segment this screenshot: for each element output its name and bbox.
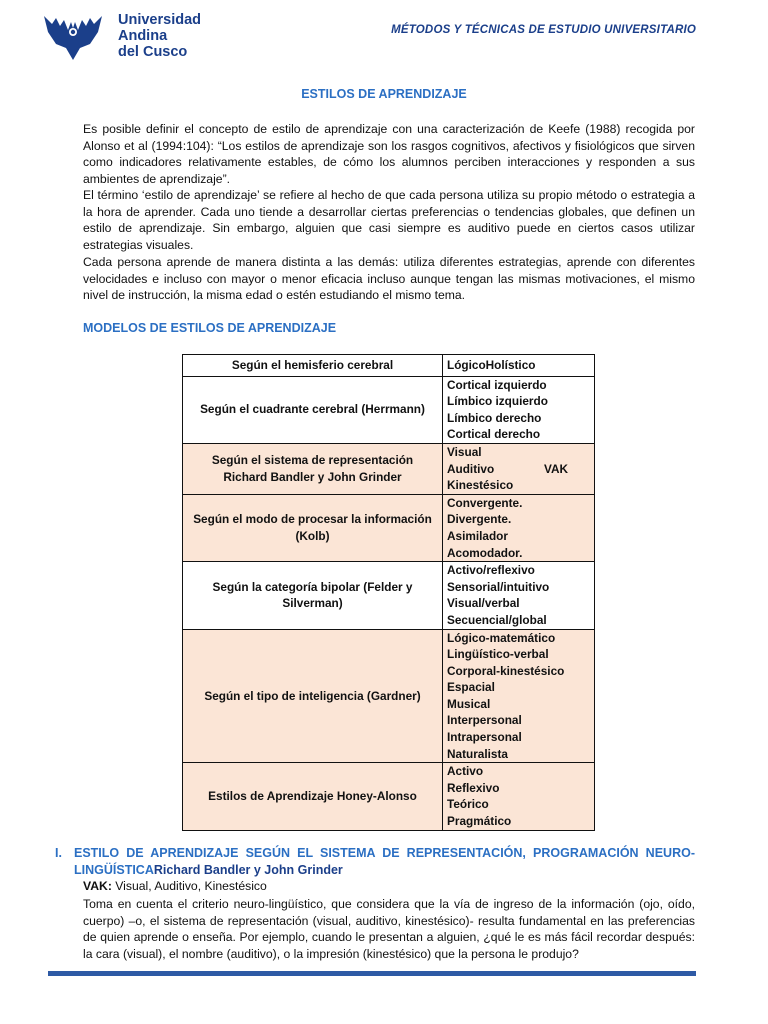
model-styles-cell bbox=[443, 562, 595, 629]
section-title: ESTILO DE APRENDIZAJE SEGÚN EL SISTEMA DE REPRESENTACIÓN, PROGRAMACIÓN NEURO-LINGÜÍSTICA bbox=[74, 846, 695, 877]
model-name-cell: Según el modo de procesar la información (Kolb) bbox=[183, 494, 443, 561]
model-styles-cell bbox=[443, 763, 595, 830]
course-header: MÉTODOS Y TÉCNICAS DE ESTUDIO UNIVERSITARIO bbox=[391, 24, 696, 36]
learning-models-table bbox=[182, 354, 595, 831]
model-styles-cell bbox=[443, 376, 595, 443]
intro-paragraph: Es posible definir el concepto de estilo de aprendizaje con una caracterización de Keefe (1988) recogida por Alonso et al (1994:104): “Los estilos de aprendizaje son los rasgos cognitivos, afectivos y fisiológicos que sirven como indicadores relativamente estables, de cómo los alumnos perciben interacciones y responden a sus ambientes de aprendizaje”. bbox=[83, 122, 695, 186]
vak-tag: VAK bbox=[543, 461, 568, 476]
style-item: Interpersonal bbox=[447, 713, 522, 728]
style-item: Cortical izquierdo bbox=[447, 377, 547, 392]
model-name-cell: Según la categoría bipolar (Felder y Silverman) bbox=[183, 562, 443, 629]
style-item: Límbico izquierdo bbox=[447, 394, 548, 409]
model-name-cell: Según el tipo de inteligencia (Gardner) bbox=[183, 629, 443, 763]
style-item: Secuencial/global bbox=[447, 612, 547, 627]
style-item: Asimilador bbox=[447, 528, 508, 543]
table-row bbox=[183, 376, 595, 443]
style-item: Espacial bbox=[447, 680, 495, 695]
style-item: Corporal-kinestésico bbox=[447, 663, 565, 678]
university-name-line: del Cusco bbox=[118, 44, 188, 60]
style-item: Naturalista bbox=[447, 746, 508, 761]
style-item: Acomodador. bbox=[447, 545, 523, 560]
model-name-cell: Estilos de Aprendizaje Honey-Alonso bbox=[183, 763, 443, 830]
vak-label: VAK: bbox=[83, 879, 112, 893]
style-item: Activo bbox=[447, 764, 484, 779]
style-item: Lógico-matemático bbox=[447, 630, 556, 645]
style-item: Cortical derecho bbox=[447, 427, 541, 442]
page-title: ESTILOS DE APRENDIZAJE bbox=[301, 87, 467, 101]
vak-definition bbox=[83, 879, 267, 893]
model-name-cell: Según el sistema de representación Richard Bandler y John Grinder bbox=[183, 443, 443, 494]
model-styles-cell bbox=[443, 443, 595, 494]
model-styles-cell bbox=[443, 355, 595, 377]
style-item: Auditivo bbox=[447, 461, 495, 476]
style-item: Musical bbox=[447, 696, 491, 711]
style-item: Límbico derecho bbox=[447, 410, 542, 425]
table-row bbox=[183, 562, 595, 629]
style-item: Sensorial/intuitivo bbox=[447, 579, 550, 594]
style-item: Reflexivo bbox=[447, 780, 500, 795]
university-name-line: Andina bbox=[118, 28, 168, 44]
style-item: LógicoHolístico bbox=[447, 358, 536, 372]
intro-paragraph: Cada persona aprende de manera distinta a las demás: utiliza diferentes estrategias, aprende con diferentes velocidades e incluso con mayor o menor eficacia incluso aunque tengan las mismas motivaciones, el mismo nivel de instrucción, la misma edad o estén estudiando el mismo tema. bbox=[83, 255, 695, 303]
table-row bbox=[183, 494, 595, 561]
style-item: Activo/reflexivo bbox=[447, 563, 535, 578]
style-item: Teórico bbox=[447, 797, 489, 812]
university-name bbox=[118, 12, 201, 60]
style-item: Convergente. bbox=[447, 495, 523, 510]
university-name-line: Universidad bbox=[118, 12, 201, 28]
section-title-text bbox=[55, 845, 695, 878]
table-row bbox=[183, 355, 595, 377]
condor-emblem-icon bbox=[42, 10, 104, 62]
style-item-with-tag bbox=[447, 461, 590, 478]
style-item: Lingüístico-verbal bbox=[447, 647, 549, 662]
model-name-cell: Según el cuadrante cerebral (Herrmann) bbox=[183, 376, 443, 443]
section-heading bbox=[55, 845, 695, 878]
table-row bbox=[183, 763, 595, 830]
style-item: Kinestésico bbox=[447, 478, 514, 493]
model-styles-cell bbox=[443, 494, 595, 561]
table-row bbox=[183, 629, 595, 763]
models-heading: MODELOS DE ESTILOS DE APRENDIZAJE bbox=[83, 321, 337, 335]
section-subtitle: Richard Bandler y John Grinder bbox=[153, 862, 343, 877]
intro-paragraph: El término ‘estilo de aprendizaje’ se refiere al hecho de que cada persona utiliza su propio método o estrategia a la hora de aprender. Cada uno tiende a desarrollar ciertas preferencias o tendencias globales, que definen un estilo de aprendizaje. Sin embargo, alguien que casi siempre es auditivo puede en ciertos casos utilizar estrategias visuales. bbox=[83, 188, 695, 252]
vak-text: Visual, Auditivo, Kinestésico bbox=[111, 879, 267, 893]
style-item: Visual bbox=[447, 444, 482, 459]
section-number: I. bbox=[55, 846, 62, 860]
section-paragraph: Toma en cuenta el criterio neuro-lingüístico, que considera que la vía de ingreso de la información (ojo, oído, cuerpo) –o, el sistema de representación (visual, auditivo, kinestésico)- resulta fundamental en las preferencias de quien aprende o enseña. Por ejemplo, cuando le presentan a alguien, ¿qué le es más fácil recordar después: la cara (visual), el nombre (auditivo), o la impresión (kinestésico) que la persona le produjo? bbox=[83, 897, 695, 961]
footer-divider bbox=[48, 971, 696, 976]
table-row bbox=[183, 443, 595, 494]
model-name-cell: Según el hemisferio cerebral bbox=[183, 355, 443, 377]
style-item: Pragmático bbox=[447, 814, 512, 829]
style-item: Intrapersonal bbox=[447, 730, 522, 745]
model-styles-cell bbox=[443, 629, 595, 763]
style-item: Divergente. bbox=[447, 512, 512, 527]
style-item: Visual/verbal bbox=[447, 596, 520, 611]
